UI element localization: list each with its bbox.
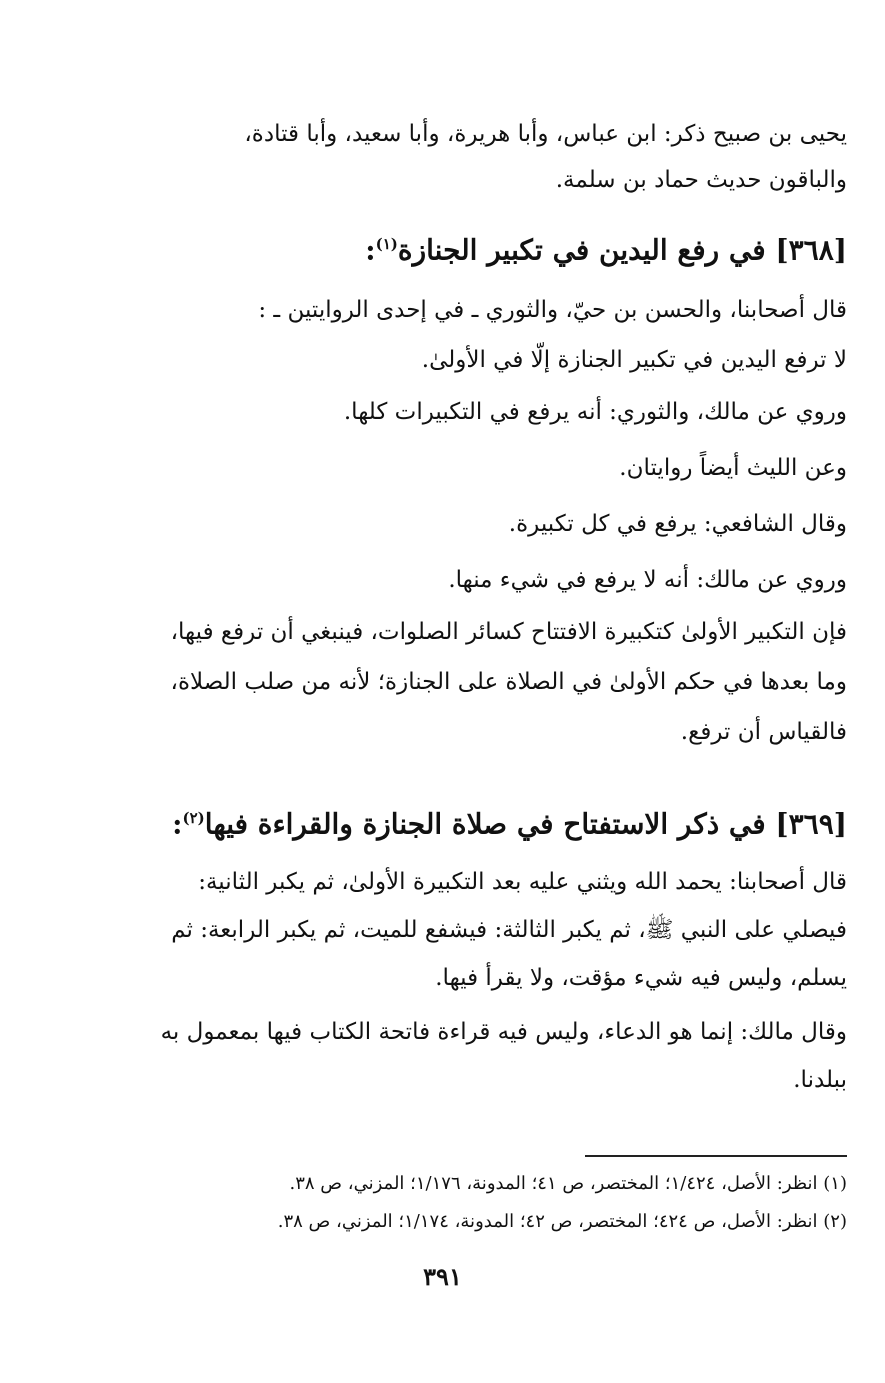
- intro-line-2: والباقون حديث حماد بن سلمة.: [555, 167, 847, 193]
- paragraph-line: وقال الشافعي: يرفع في كل تكبيرة.: [508, 511, 847, 537]
- paragraph-line: قال أصحابنا: يحمد الله ويثني عليه بعد التكبيرة الأولىٰ، ثم يكبر الثانية:: [198, 869, 847, 895]
- section-369-heading: [112, 796, 847, 846]
- paragraph-line: ببلدنا.: [793, 1067, 847, 1093]
- section-368-heading: [112, 222, 847, 272]
- section-368-title: [٣٦٨] في رفع اليدين في تكبير الجنازة: [397, 233, 847, 267]
- footnote-2: (٢) انظر: الأصل، ص ٤٢٤؛ المختصر، ص ٤٢؛ المدونة، ١/١٧٤؛ المزني، ص ٣٨.: [277, 1211, 847, 1232]
- footnote-1: (١) انظر: الأصل، ١/٤٢٤؛ المختصر، ص ٤١؛ المدونة، ١/١٧٦؛ المزني، ص ٣٨.: [289, 1173, 847, 1194]
- paragraph-line: فيصلي على النبي ﷺ، ثم يكبر الثالثة: فيشفع للميت، ثم يكبر الرابعة: ثم: [171, 917, 847, 943]
- paragraph-line: فإن التكبير الأولىٰ كتكبيرة الافتتاح كسائر الصلوات، فينبغي أن ترفع فيها،: [170, 619, 847, 645]
- paragraph-line: وقال مالك: إنما هو الدعاء، وليس فيه قراءة فاتحة الكتاب فيها بمعمول به: [160, 1019, 847, 1045]
- heading-colon: :: [365, 233, 376, 267]
- paragraph-line: يسلم، وليس فيه شيء مؤقت، ولا يقرأ فيها.: [435, 965, 847, 991]
- footnote-ref-2: (٢): [182, 809, 205, 827]
- footnote-ref-1: (١): [375, 235, 398, 253]
- paragraph-line: قال أصحابنا، والحسن بن حيّ، والثوري ـ في إحدى الروايتين ـ :: [258, 297, 847, 323]
- paragraph-line: لا ترفع اليدين في تكبير الجنازة إلّا في الأولىٰ.: [421, 347, 847, 373]
- heading-colon: :: [172, 807, 183, 841]
- paragraph-line: وروي عن مالك: أنه لا يرفع في شيء منها.: [448, 567, 847, 593]
- paragraph-line: وما بعدها في حكم الأولىٰ في الصلاة على الجنازة؛ لأنه من صلب الصلاة،: [170, 669, 847, 695]
- footnote-separator: [585, 1155, 847, 1157]
- paragraph-line: فالقياس أن ترفع.: [680, 719, 847, 745]
- paragraph-line: وعن الليث أيضاً روايتان.: [619, 455, 847, 481]
- section-369-title: [٣٦٩] في ذكر الاستفتاح في صلاة الجنازة والقراءة فيها: [204, 807, 847, 841]
- intro-line-1: يحيى بن صبيح ذكر: ابن عباس، وأبا هريرة، وأبا سعيد، وأبا قتادة،: [244, 121, 847, 147]
- paragraph-line: وروي عن مالك، والثوري: أنه يرفع في التكبيرات كلها.: [343, 399, 847, 425]
- page-number: ٣٩١: [423, 1262, 462, 1291]
